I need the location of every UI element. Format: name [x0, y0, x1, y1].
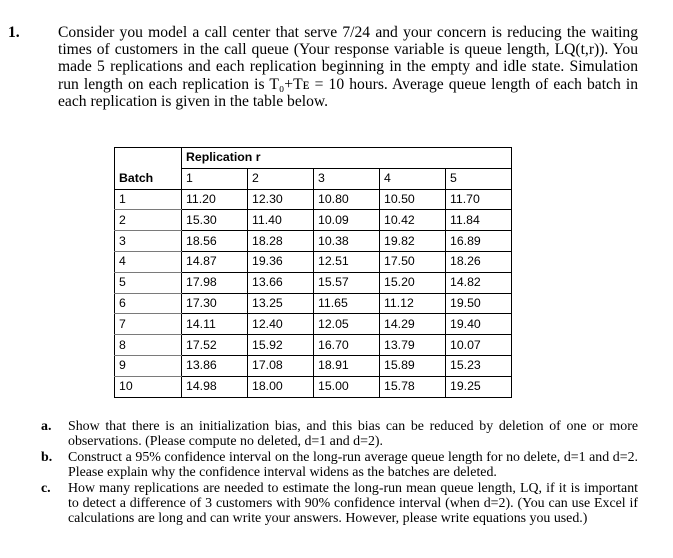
value-cell: 14.29 [380, 314, 446, 335]
value-cell: 13.66 [248, 272, 314, 293]
table-header-row-1 [115, 148, 512, 169]
question-text: Show that there is an initialization bias, and this bias can be reduced by deletion of one or more observations. (Please compute no deleted, d=1 and d=2). [68, 419, 638, 450]
value-cell: 19.82 [380, 231, 446, 252]
value-cell: 15.57 [314, 272, 380, 293]
value-cell: 16.89 [446, 231, 512, 252]
value-cell: 18.56 [182, 231, 248, 252]
batch-cell: 2 [115, 210, 182, 231]
batch-cell: 4 [115, 251, 182, 272]
value-cell: 17.30 [182, 293, 248, 314]
value-cell: 19.25 [446, 376, 512, 397]
value-cell: 12.30 [248, 189, 314, 210]
problem-number: 1. [8, 24, 20, 41]
header-corner-cell [115, 148, 182, 169]
table-row [115, 251, 512, 272]
replication-header-cell: 1 [182, 168, 248, 189]
queue-length-table [114, 147, 512, 398]
value-cell: 12.05 [314, 314, 380, 335]
batch-cell: 3 [115, 231, 182, 252]
value-cell: 14.11 [182, 314, 248, 335]
value-cell: 16.70 [314, 335, 380, 356]
value-cell: 10.50 [380, 189, 446, 210]
value-cell: 11.20 [182, 189, 248, 210]
value-cell: 15.30 [182, 210, 248, 231]
value-cell: 10.42 [380, 210, 446, 231]
batch-cell: 6 [115, 293, 182, 314]
table-row [115, 231, 512, 252]
value-cell: 13.86 [182, 355, 248, 376]
value-cell: 15.92 [248, 335, 314, 356]
value-cell: 18.26 [446, 251, 512, 272]
value-cell: 13.79 [380, 335, 446, 356]
replication-header-cell: 5 [446, 168, 512, 189]
value-cell: 17.50 [380, 251, 446, 272]
replication-header-cell: 4 [380, 168, 446, 189]
value-cell: 17.08 [248, 355, 314, 376]
batch-cell: 1 [115, 189, 182, 210]
replication-header: Replication r [182, 148, 512, 169]
question-label: c. [41, 480, 51, 496]
question-text: How many replications are needed to estimate the long-run mean queue length, LQ, if it is important to detect a difference of 3 customers with 90% confidence interval (when d=2). (You can use Excel if calculations are long and can write your answers. However, please write equations you used.) [68, 480, 638, 527]
value-cell: 14.87 [182, 251, 248, 272]
value-cell: 11.70 [446, 189, 512, 210]
table-header-row-2 [115, 168, 512, 189]
question-text: Construct a 95% confidence interval on the long-run average queue length for no delete, d=1 and d=2. Please explain why the confidence interval widens as the batches are deleted. [68, 449, 638, 481]
value-cell: 18.28 [248, 231, 314, 252]
question-label: a. [41, 419, 52, 434]
table-row [115, 314, 512, 335]
value-cell: 19.36 [248, 251, 314, 272]
table-row [115, 355, 512, 376]
value-cell: 10.38 [314, 231, 380, 252]
value-cell: 15.78 [380, 376, 446, 397]
replication-header-cell: 2 [248, 168, 314, 189]
value-cell: 18.91 [314, 355, 380, 376]
value-cell: 15.20 [380, 272, 446, 293]
table-row [115, 210, 512, 231]
batch-cell: 7 [115, 314, 182, 335]
batch-header: Batch [115, 168, 182, 189]
value-cell: 15.89 [380, 355, 446, 376]
value-cell: 15.00 [314, 376, 380, 397]
batch-cell: 8 [115, 335, 182, 356]
value-cell: 18.00 [248, 376, 314, 397]
value-cell: 11.12 [380, 293, 446, 314]
table-row [115, 293, 512, 314]
value-cell: 10.80 [314, 189, 380, 210]
question-item-b [41, 449, 638, 481]
table-row [115, 272, 512, 293]
batch-cell: 5 [115, 272, 182, 293]
batch-cell: 10 [115, 376, 182, 397]
question-label: b. [41, 449, 53, 465]
value-cell: 11.40 [248, 210, 314, 231]
problem-statement [8, 24, 638, 110]
value-cell: 10.07 [446, 335, 512, 356]
question-item-a [41, 419, 638, 450]
value-cell: 11.65 [314, 293, 380, 314]
value-cell: 12.51 [314, 251, 380, 272]
value-cell: 17.52 [182, 335, 248, 356]
replication-header-cell: 3 [314, 168, 380, 189]
table-row [115, 376, 512, 397]
value-cell: 12.40 [248, 314, 314, 335]
value-cell: 14.98 [182, 376, 248, 397]
table-row [115, 335, 512, 356]
batch-cell: 9 [115, 355, 182, 376]
question-list [40, 419, 638, 527]
question-item-c [41, 480, 638, 527]
value-cell: 19.40 [446, 314, 512, 335]
value-cell: 19.50 [446, 293, 512, 314]
table-row [115, 189, 512, 210]
value-cell: 17.98 [182, 272, 248, 293]
value-cell: 15.23 [446, 355, 512, 376]
value-cell: 13.25 [248, 293, 314, 314]
value-cell: 14.82 [446, 272, 512, 293]
table-body [115, 189, 512, 397]
value-cell: 11.84 [446, 210, 512, 231]
problem-text: Consider you model a call center that serve 7/24 and your concern is reducing the waiting times of customers in the call queue (Your response variable is queue length, LQ(t,r)). You made 5 replications and each replication beginning in the empty and idle state. Simulation run length on each replication is T₀+Tᴇ = 10 hours. Average queue length of each batch in each replication is given in the table below. [58, 24, 638, 110]
value-cell: 10.09 [314, 210, 380, 231]
